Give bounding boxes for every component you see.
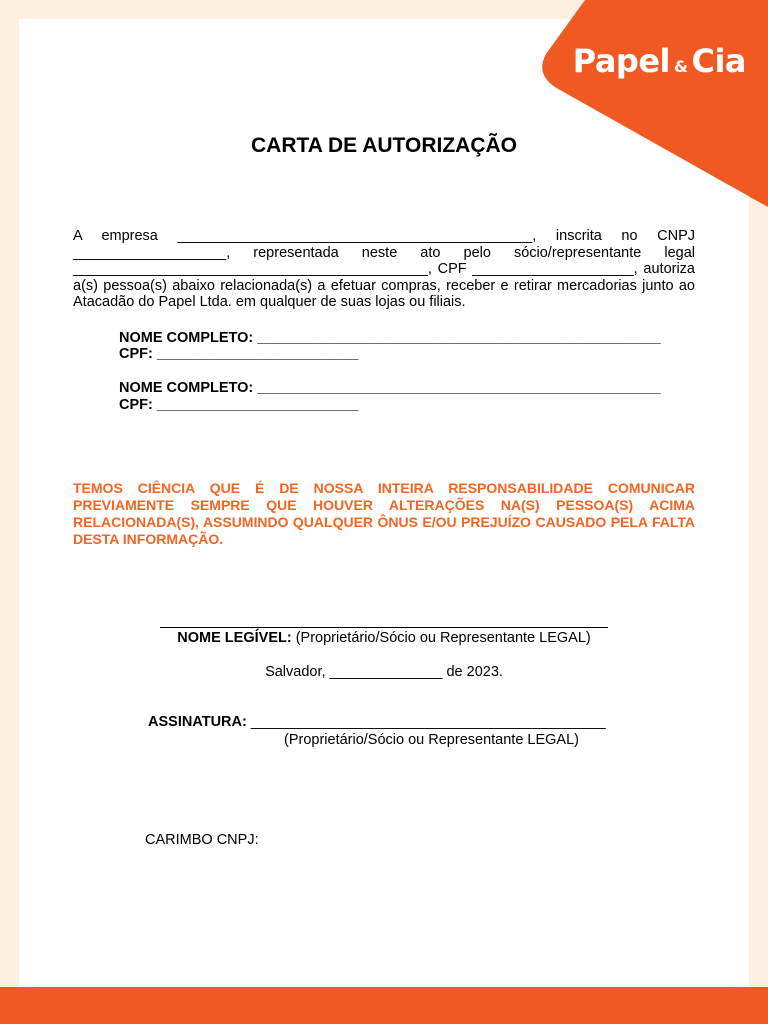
date-line: Salvador, ______________ de 2023. bbox=[265, 664, 503, 680]
legible-name-line bbox=[160, 627, 608, 628]
legible-name-label: NOME LEGÍVEL: bbox=[177, 630, 292, 646]
person-1-name-field bbox=[119, 330, 661, 347]
person-1-name-blank: __________________________________________________ bbox=[257, 330, 661, 346]
person-2-name-field bbox=[119, 380, 661, 397]
signature-note: (Proprietário/Sócio ou Representante LEGAL) bbox=[284, 732, 579, 748]
legible-name-caption bbox=[0, 630, 768, 646]
signature-field bbox=[148, 714, 606, 730]
person-1-cpf-field bbox=[119, 346, 358, 363]
responsibility-notice: TEMOS CIÊNCIA QUE É DE NOSSA INTEIRA RESPONSABILIDADE COMUNICAR PREVIAMENTE SEMPRE QUE HOUVER ALTERAÇÕES NA(S) PESSOA(S) ACIMA RELACIONADA(S), ASSUMINDO QUALQUER ÔNUS E/OU PREJUÍZO CAUSADO PELA FALTA DESTA INFORMAÇÃO. bbox=[73, 480, 695, 547]
footer-bar bbox=[0, 987, 768, 1024]
person-2-cpf-label: CPF: bbox=[119, 397, 153, 413]
person-2-cpf-blank: _________________________ bbox=[156, 397, 359, 413]
signature-blank: ____________________________________________ bbox=[250, 714, 606, 730]
brand-name-right: Cia bbox=[691, 42, 746, 80]
person-1-cpf-blank: _________________________ bbox=[156, 346, 359, 362]
person-1-cpf-label: CPF: bbox=[119, 346, 153, 362]
person-2-cpf-field bbox=[119, 397, 358, 414]
person-1-name-label: NOME COMPLETO: bbox=[119, 330, 254, 346]
document-title: CARTA DE AUTORIZAÇÃO bbox=[251, 134, 517, 157]
brand-name-left: Papel bbox=[572, 42, 670, 80]
stamp-label: CARIMBO CNPJ: bbox=[145, 832, 259, 848]
authorization-paragraph: A empresa ____________________________________________, inscrita no CNPJ ___________________, representada neste ato pelo sócio/representante legal ____________________________________________, CPF ____________________, autoriza a(s) pessoa(s) abaixo relacionada(s) a efetuar compras, receber e retirar mercadorias junto ao Atacadão do Papel Ltda. em qualquer de suas lojas ou filiais. bbox=[73, 228, 695, 310]
brand-logo bbox=[573, 42, 746, 80]
brand-name-ampersand: & bbox=[674, 57, 688, 76]
person-2-name-blank: __________________________________________________ bbox=[257, 380, 661, 396]
legible-name-note: (Proprietário/Sócio ou Representante LEGAL) bbox=[295, 630, 591, 646]
person-2-name-label: NOME COMPLETO: bbox=[119, 380, 254, 396]
signature-label: ASSINATURA: bbox=[148, 714, 247, 730]
brand-corner-shape bbox=[0, 0, 768, 210]
